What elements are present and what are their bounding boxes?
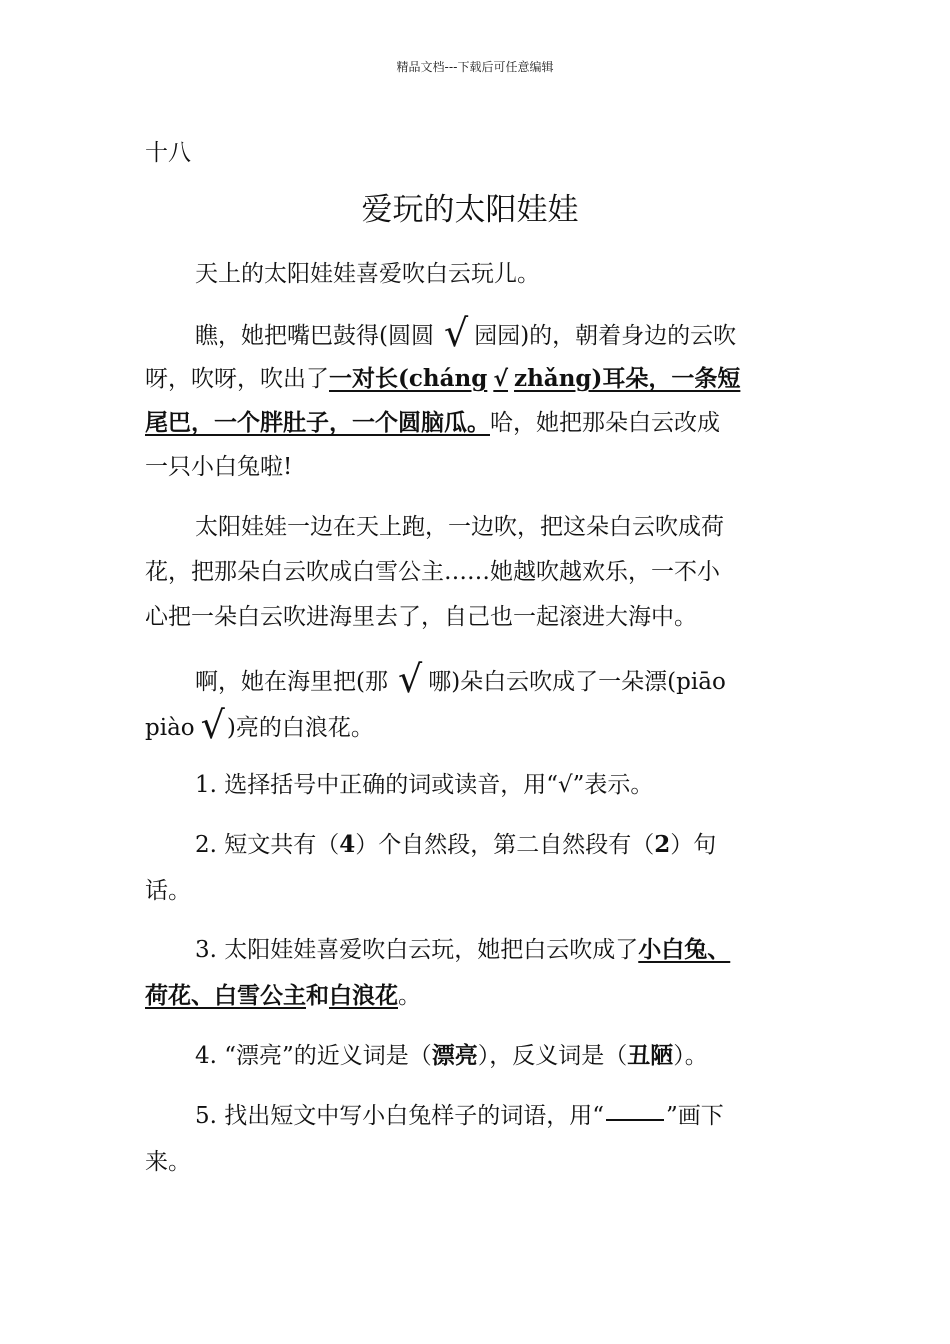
article-title: 爱玩的太阳娃娃 <box>361 192 579 228</box>
paragraph-2-line-4: 一只小白兔啦! <box>145 454 293 480</box>
paragraph-2-line-2: 呀，吹呀，吹出了一对长(cháng √ zhǎng)耳朵，一条短 <box>145 365 741 392</box>
answer-value: 漂亮 <box>431 1042 478 1069</box>
answer-value: 4 <box>339 831 356 858</box>
paragraph-4-line-2: piào √)亮的白浪花。 <box>145 703 374 747</box>
paragraph-3-line-1: 太阳娃娃一边在天上跑，一边吹，把这朵白云吹成荷 <box>195 514 724 540</box>
paragraph-2-line-3: 尾巴，一个胖肚子，一个圆脑瓜。哈，她把那朵白云改成 <box>145 409 720 436</box>
paragraph-4-line-1: 啊，她在海里把(那 √ 哪)朵白云吹成了一朵漂(piāo <box>195 657 726 701</box>
question-3-line-2: 荷花、白雪公主和白浪花。 <box>145 982 421 1009</box>
question-3-line-1: 3. 太阳娃娃喜爱吹白云玩，她把白云吹成了小白兔、 <box>195 936 731 963</box>
question-2-line-1: 2. 短文共有（4）个自然段，第二自然段有（2）句 <box>195 831 717 858</box>
lesson-number: 十八 <box>145 140 191 166</box>
underlined-answer: 小白兔、 <box>638 936 731 963</box>
question-5-line-1: 5. 找出短文中写小白兔样子的词语，用“ ”画下 <box>195 1103 724 1129</box>
underlined-answer: 一对长(cháng √ zhǎng)耳朵，一条短 <box>329 365 741 392</box>
paragraph-2-line-1: 瞧，她把嘴巴鼓得(圆圆 √ 园园)的，朝着身边的云吹 <box>195 311 737 355</box>
answer-value: 2 <box>654 831 671 858</box>
question-1: 1. 选择括号中正确的词或读音，用“√”表示。 <box>195 772 654 798</box>
paragraph-3-line-3: 心把一朵白云吹进海里去了，自己也一起滚进大海中。 <box>145 604 697 630</box>
check-mark-icon: √ <box>200 703 225 747</box>
underlined-answer: 白浪花 <box>329 982 398 1009</box>
underlined-answer: 尾巴，一个胖肚子，一个圆脑瓜。 <box>145 409 490 436</box>
question-4: 4. “漂亮”的近义词是（漂亮），反义词是（丑陋）。 <box>195 1042 708 1069</box>
answer-value: 丑陋 <box>627 1042 674 1069</box>
question-2-line-2: 话。 <box>145 878 191 904</box>
page-header: 精品文档---下载后可任意编辑 <box>396 60 554 74</box>
underlined-answer: 荷花、白雪公主 <box>145 982 306 1009</box>
question-5-line-2: 来。 <box>145 1149 191 1175</box>
underline-blank <box>606 1119 664 1121</box>
check-mark-icon: √ <box>443 311 469 355</box>
paragraph-3-line-2: 花，把那朵白云吹成白雪公主……她越吹越欢乐，一不小 <box>145 559 720 585</box>
paragraph-1: 天上的太阳娃娃喜爱吹白云玩儿。 <box>195 261 540 287</box>
check-mark-icon: √ <box>397 657 423 701</box>
check-mark-icon: √ <box>493 367 509 392</box>
